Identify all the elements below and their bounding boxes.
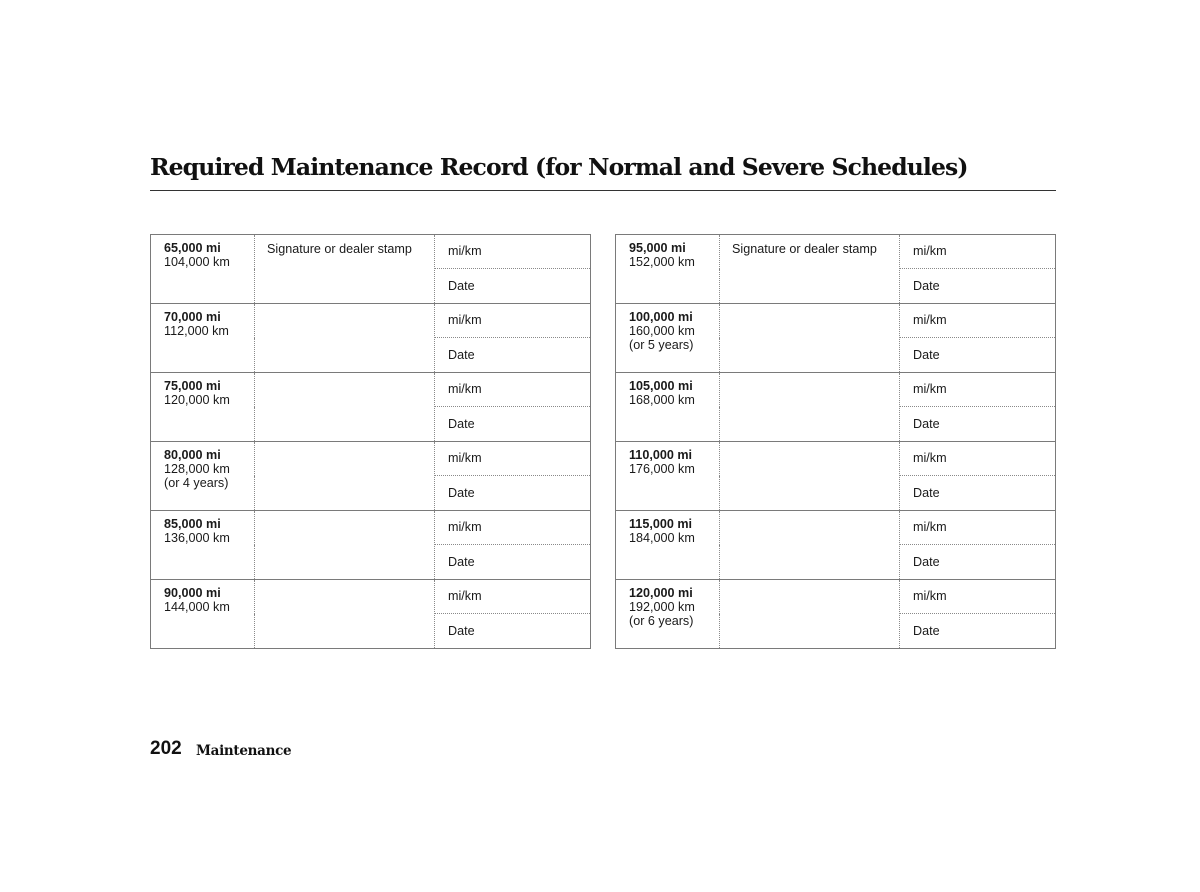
signature-stamp-field[interactable]	[720, 580, 900, 649]
signature-stamp-field[interactable]	[720, 235, 900, 304]
signature-stamp-field[interactable]	[255, 580, 435, 649]
record-row	[151, 235, 591, 269]
date-entry-field[interactable]	[435, 407, 591, 442]
mileage-entry-label: mi/km	[913, 451, 947, 465]
mileage-km: 160,000 km	[629, 324, 695, 338]
milestone-cell	[151, 304, 255, 373]
date-entry-field[interactable]	[435, 614, 591, 649]
mileage-entry-field[interactable]	[900, 511, 1056, 545]
mileage-entry-label: mi/km	[448, 520, 482, 534]
mileage-entry-field[interactable]	[900, 373, 1056, 407]
mileage-miles: 120,000 mi	[629, 586, 693, 600]
milestone-cell	[151, 442, 255, 511]
milestone-cell	[616, 373, 720, 442]
milestone-cell	[616, 442, 720, 511]
table-body	[151, 235, 591, 649]
date-entry-field[interactable]	[900, 614, 1056, 649]
mileage-entry-field[interactable]	[435, 235, 591, 269]
record-row	[151, 442, 591, 476]
mileage-miles: 70,000 mi	[164, 310, 221, 324]
mileage-miles: 110,000 mi	[629, 448, 693, 462]
date-entry-label: Date	[913, 417, 940, 431]
mileage-km: 128,000 km	[164, 462, 230, 476]
signature-stamp-field[interactable]	[255, 442, 435, 511]
date-entry-field[interactable]	[900, 476, 1056, 511]
date-entry-field[interactable]	[435, 269, 591, 304]
milestone-cell	[151, 235, 255, 304]
mileage-entry-field[interactable]	[435, 511, 591, 545]
mileage-entry-field[interactable]	[435, 580, 591, 614]
mileage-miles: 100,000 mi	[629, 310, 693, 324]
mileage-entry-label: mi/km	[913, 244, 947, 258]
date-entry-label: Date	[913, 486, 940, 500]
mileage-entry-field[interactable]	[435, 442, 591, 476]
date-entry-label: Date	[448, 417, 475, 431]
signature-stamp-field[interactable]	[720, 442, 900, 511]
milestone-cell	[616, 304, 720, 373]
date-entry-field[interactable]	[435, 476, 591, 511]
signature-label: Signature or dealer stamp	[267, 242, 412, 256]
mileage-km: 144,000 km	[164, 600, 230, 614]
milestone-cell	[151, 511, 255, 580]
date-entry-label: Date	[913, 348, 940, 362]
milestone-cell	[616, 235, 720, 304]
milestone-cell	[151, 373, 255, 442]
record-row	[616, 442, 1056, 476]
date-entry-label: Date	[448, 555, 475, 569]
date-entry-label: Date	[448, 279, 475, 293]
time-interval-note: (or 5 years)	[629, 338, 694, 352]
mileage-entry-label: mi/km	[448, 313, 482, 327]
mileage-miles: 105,000 mi	[629, 379, 693, 393]
mileage-km: 120,000 km	[164, 393, 230, 407]
mileage-miles: 85,000 mi	[164, 517, 221, 531]
date-entry-field[interactable]	[435, 338, 591, 373]
maintenance-record-table-right	[615, 234, 1056, 649]
record-row	[151, 511, 591, 545]
date-entry-label: Date	[448, 348, 475, 362]
mileage-miles: 95,000 mi	[629, 241, 686, 255]
mileage-entry-field[interactable]	[435, 373, 591, 407]
mileage-entry-field[interactable]	[900, 580, 1056, 614]
mileage-entry-label: mi/km	[913, 589, 947, 603]
mileage-entry-label: mi/km	[913, 313, 947, 327]
milestone-cell	[151, 580, 255, 649]
milestone-cell	[616, 511, 720, 580]
mileage-miles: 75,000 mi	[164, 379, 221, 393]
mileage-miles: 115,000 mi	[629, 517, 693, 531]
signature-label: Signature or dealer stamp	[732, 242, 877, 256]
date-entry-label: Date	[913, 279, 940, 293]
record-row	[616, 235, 1056, 269]
mileage-km: 192,000 km	[629, 600, 695, 614]
mileage-entry-field[interactable]	[900, 442, 1056, 476]
record-row	[616, 373, 1056, 407]
record-row	[151, 580, 591, 614]
mileage-km: 104,000 km	[164, 255, 230, 269]
signature-stamp-field[interactable]	[255, 304, 435, 373]
mileage-km: 176,000 km	[629, 462, 695, 476]
mileage-entry-field[interactable]	[435, 304, 591, 338]
mileage-miles: 90,000 mi	[164, 586, 221, 600]
table-body	[616, 235, 1056, 649]
record-row	[151, 304, 591, 338]
signature-stamp-field[interactable]	[255, 373, 435, 442]
record-row	[616, 580, 1056, 614]
signature-stamp-field[interactable]	[720, 373, 900, 442]
signature-stamp-field[interactable]	[720, 304, 900, 373]
date-entry-field[interactable]	[900, 338, 1056, 373]
page-title: Required Maintenance Record (for Normal and Severe Schedules)	[150, 153, 968, 181]
date-entry-label: Date	[913, 624, 940, 638]
mileage-entry-label: mi/km	[448, 589, 482, 603]
mileage-km: 152,000 km	[629, 255, 695, 269]
mileage-km: 136,000 km	[164, 531, 230, 545]
date-entry-field[interactable]	[900, 407, 1056, 442]
signature-stamp-field[interactable]	[255, 511, 435, 580]
mileage-entry-label: mi/km	[913, 520, 947, 534]
record-row	[616, 511, 1056, 545]
milestone-cell	[616, 580, 720, 649]
mileage-km: 184,000 km	[629, 531, 695, 545]
mileage-entry-field[interactable]	[900, 304, 1056, 338]
date-entry-label: Date	[448, 486, 475, 500]
maintenance-record-table-left	[150, 234, 591, 649]
date-entry-field[interactable]	[900, 269, 1056, 304]
mileage-entry-label: mi/km	[913, 382, 947, 396]
section-name: Maintenance	[196, 743, 292, 759]
mileage-km: 168,000 km	[629, 393, 695, 407]
title-divider	[150, 190, 1056, 191]
record-row	[616, 304, 1056, 338]
time-interval-note: (or 4 years)	[164, 476, 229, 490]
time-interval-note: (or 6 years)	[629, 614, 694, 628]
record-row	[151, 373, 591, 407]
page-number: 202	[150, 738, 182, 759]
signature-stamp-field[interactable]	[255, 235, 435, 304]
mileage-entry-field[interactable]	[900, 235, 1056, 269]
date-entry-field[interactable]	[900, 545, 1056, 580]
mileage-miles: 65,000 mi	[164, 241, 221, 255]
date-entry-label: Date	[913, 555, 940, 569]
mileage-entry-label: mi/km	[448, 244, 482, 258]
date-entry-label: Date	[448, 624, 475, 638]
mileage-miles: 80,000 mi	[164, 448, 221, 462]
signature-stamp-field[interactable]	[720, 511, 900, 580]
mileage-km: 112,000 km	[164, 324, 229, 338]
mileage-entry-label: mi/km	[448, 382, 482, 396]
mileage-entry-label: mi/km	[448, 451, 482, 465]
date-entry-field[interactable]	[435, 545, 591, 580]
